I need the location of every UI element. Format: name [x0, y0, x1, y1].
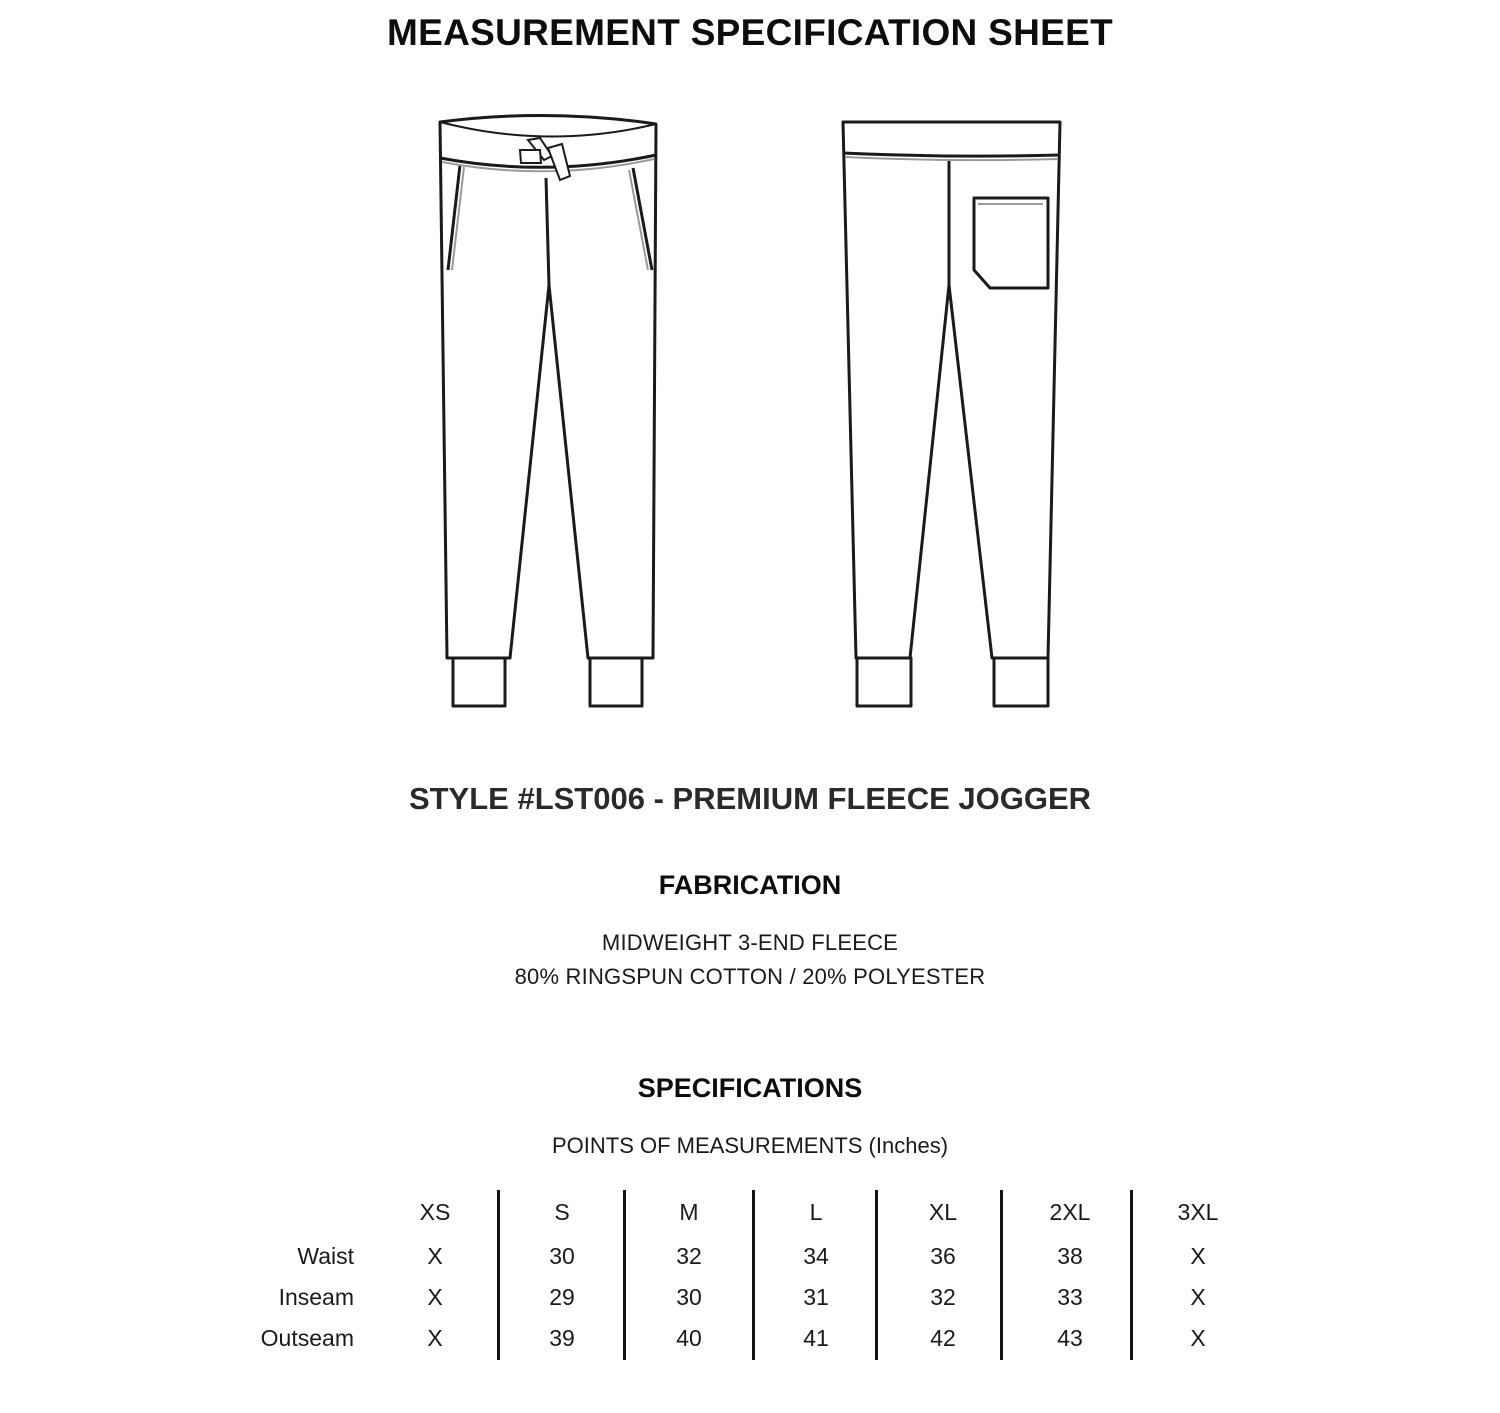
table-cell: 43	[1057, 1325, 1083, 1351]
size-header: 2XL	[1049, 1199, 1091, 1225]
table-cell: X	[1190, 1243, 1206, 1269]
table-cell: 30	[676, 1284, 702, 1310]
column-divider	[497, 1190, 500, 1360]
column-divider	[752, 1190, 755, 1360]
size-header: 3XL	[1177, 1199, 1219, 1225]
column-divider	[1130, 1190, 1133, 1360]
table-cell: 39	[549, 1325, 575, 1351]
fabrication-heading: FABRICATION	[658, 870, 842, 900]
size-header: L	[809, 1199, 823, 1225]
size-header: XS	[419, 1199, 451, 1225]
size-header: XL	[928, 1199, 958, 1225]
row-label: Outseam	[260, 1325, 354, 1351]
table-cell: 34	[803, 1243, 829, 1269]
table-cell: X	[427, 1284, 443, 1310]
size-header: S	[554, 1199, 570, 1225]
table-cell: 33	[1057, 1284, 1083, 1310]
table-cell: 41	[803, 1325, 829, 1351]
fabrication-line: 80% RINGSPUN COTTON / 20% POLYESTER	[514, 964, 986, 989]
table-cell: 42	[930, 1325, 956, 1351]
fabrication-line: MIDWEIGHT 3-END FLEECE	[601, 930, 899, 955]
table-cell: 29	[549, 1284, 575, 1310]
table-cell: 36	[930, 1243, 956, 1269]
row-label: Waist	[297, 1243, 354, 1269]
back-view-jogger	[843, 122, 1060, 706]
table-cell: X	[427, 1325, 443, 1351]
table-cell: 30	[549, 1243, 575, 1269]
style-name: STYLE #LST006 - PREMIUM FLEECE JOGGER	[408, 781, 1092, 816]
points-of-measurement-caption: POINTS OF MEASUREMENTS (Inches)	[551, 1133, 949, 1158]
table-cell: 38	[1057, 1243, 1083, 1269]
page-title: MEASUREMENT SPECIFICATION SHEET	[386, 12, 1114, 53]
column-divider	[623, 1190, 626, 1360]
front-view-jogger	[440, 115, 656, 706]
table-cell: 32	[930, 1284, 956, 1310]
size-header: M	[679, 1199, 699, 1225]
table-cell: X	[1190, 1325, 1206, 1351]
table-cell: 31	[803, 1284, 829, 1310]
table-cell: X	[1190, 1284, 1206, 1310]
table-cell: X	[427, 1243, 443, 1269]
row-label: Inseam	[278, 1284, 354, 1310]
specifications-heading: SPECIFICATIONS	[637, 1073, 863, 1103]
table-cell: 32	[676, 1243, 702, 1269]
table-cell: 40	[676, 1325, 702, 1351]
